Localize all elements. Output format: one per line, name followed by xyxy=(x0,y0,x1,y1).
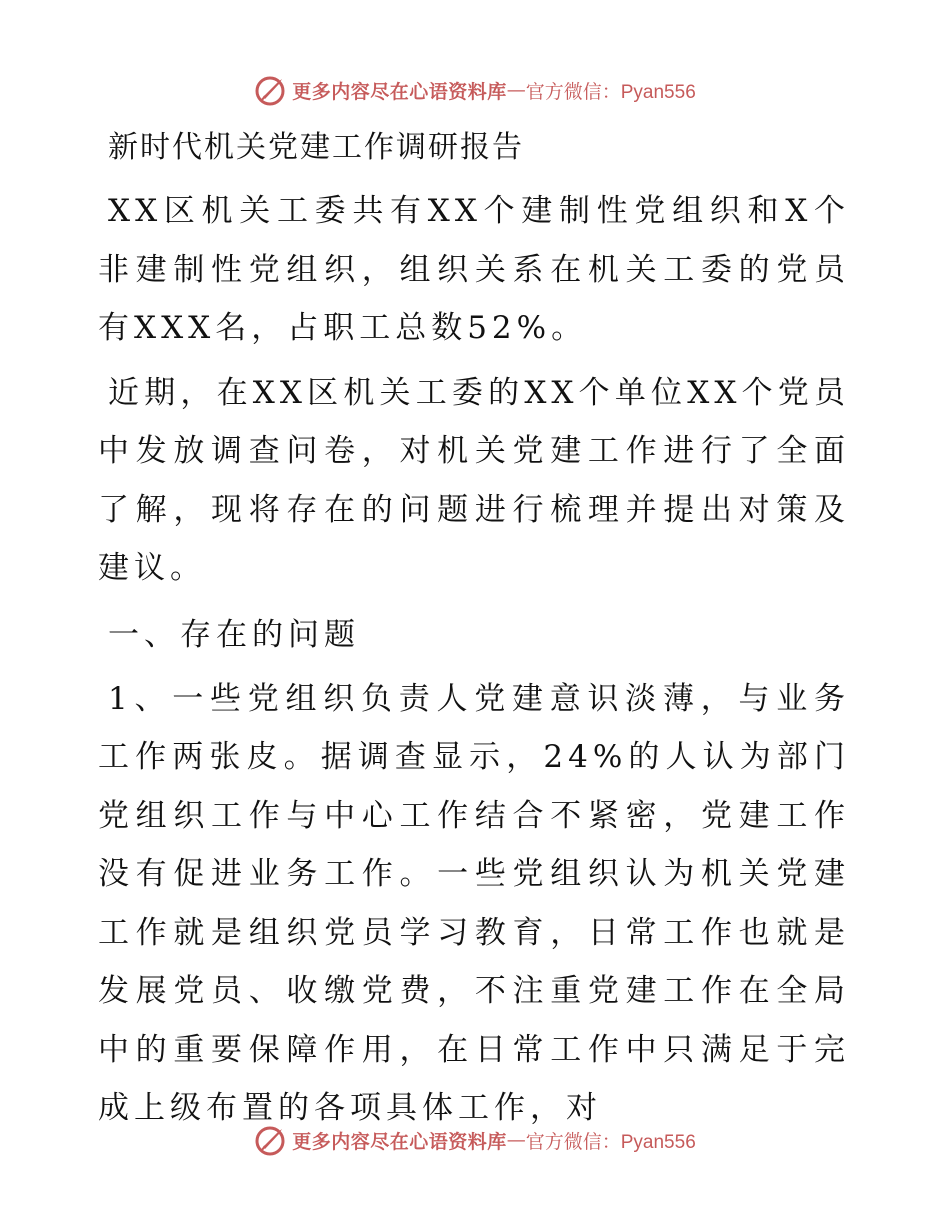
watermark-banner-bottom xyxy=(0,1120,950,1160)
section-heading: 一、存在的问题 xyxy=(108,616,360,653)
paragraph-problem-1: 1、一些党组织负责人党建意识淡薄，与业务工作两张皮。据调查显示，24%的人认为部门党组织工作与中心工作结合不紧密，党建工作没有促进业务工作。一些党组织认为机关党建工作就是组织党员学习教育，日常工作也就是发展党员、收缴党费，不注重党建工作在全局中的重要保障作用，在日常工作中只满足于完成上级布置的各项具体工作，对 xyxy=(98,680,850,1126)
document-title: 新时代机关党建工作调研报告 xyxy=(108,130,524,165)
watermark-banner-top xyxy=(0,70,950,110)
paragraph-intro: XX区机关工委共有XX个建制性党组织和X个非建制性党组织，组织关系在机关工委的党员有XXX名，占职工总数52%。 xyxy=(98,193,850,346)
document-body xyxy=(98,120,850,1138)
quill-logo-icon xyxy=(254,73,288,107)
paragraph-survey: 近期，在XX区机关工委的XX个单位XX个党员中发放调查问卷，对机关党建工作进行了全面了解，现将存在的问题进行梳理并提出对策及建议。 xyxy=(98,374,850,586)
watermark-text: 更多内容尽在心语资料库 xyxy=(292,80,507,103)
watermark-separator: — xyxy=(506,79,526,101)
quill-logo-icon xyxy=(254,1123,288,1157)
watermark-contact: 官方微信：Pyan556 xyxy=(525,1131,696,1153)
watermark-separator: — xyxy=(506,1129,526,1151)
watermark-text: 更多内容尽在心语资料库 xyxy=(292,1130,507,1153)
watermark-contact: 官方微信：Pyan556 xyxy=(525,81,696,103)
